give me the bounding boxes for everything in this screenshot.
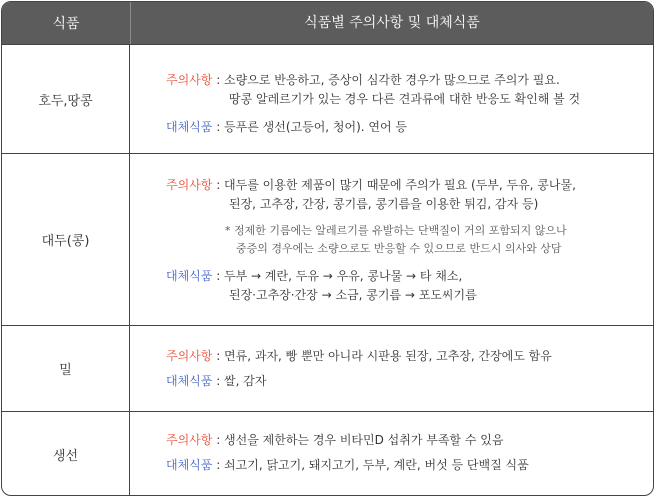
table-header	[2, 2, 653, 44]
substitute-label: 대체식품	[166, 269, 213, 283]
note-line: * 정제한 기름에는 알레르기를 유발하는 단백질이 거의 포함되지 않으나	[225, 224, 567, 237]
caution-label: 주의사항	[166, 178, 213, 192]
substitute-label: 대체식품	[166, 374, 213, 388]
food-name: 호두,땅콩	[2, 45, 130, 153]
header-food: 식품	[52, 16, 80, 32]
caution-line: 주의사항 : 생선을 제한하는 경우 비타민D 섭취가 부족할 수 있음	[166, 433, 504, 447]
table-row	[2, 44, 653, 153]
food-name: 생선	[2, 412, 130, 496]
substitute-line: 대체식품 : 등푸른 생선(고등어, 청어). 연어 등	[166, 120, 407, 134]
food-name: 밀	[2, 326, 130, 411]
table-row	[2, 325, 653, 411]
substitute-line: 대체식품 : 쌀, 감자	[166, 374, 267, 388]
substitute-line: 대체식품 : 두부 → 계란, 두유 → 우유, 콩나물 → 타 채소,	[166, 269, 463, 283]
food-name: 대두(콩)	[2, 154, 130, 325]
food-detail	[130, 45, 653, 153]
substitute-label: 대체식품	[166, 120, 213, 134]
table-row	[2, 153, 653, 325]
substitute-line: 대체식품 : 쇠고기, 닭고기, 돼지고기, 두부, 계란, 버섯 등 단백질 식품	[166, 458, 529, 472]
table-row	[2, 411, 653, 496]
caution-label: 주의사항	[166, 349, 213, 363]
food-detail	[130, 412, 653, 496]
food-detail	[130, 326, 653, 411]
note-line: 중증의 경우에는 소량으로도 반응할 수 있으므로 반드시 의사와 상담	[236, 242, 562, 255]
substitute-line: 된장·고추장·간장 → 소금, 콩기름 → 포도씨기름	[229, 288, 477, 302]
caution-label: 주의사항	[166, 433, 213, 447]
caution-line: 주의사항 : 소량으로 반응하고, 증상이 심각한 경우가 많으므로 주의가 필요.	[166, 73, 560, 87]
caution-line: 된장, 고추장, 간장, 콩기름, 콩기름을 이용한 튀김, 감자 등)	[229, 197, 539, 211]
caution-line: 주의사항 : 대두를 이용한 제품이 많기 때문에 주의가 필요 (두부, 두유, 콩나물,	[166, 178, 576, 192]
caution-line: 주의사항 : 면류, 과자, 빵 뿐만 아니라 시판용 된장, 고추장, 간장에도 함유	[166, 349, 552, 363]
substitute-label: 대체식품	[166, 458, 213, 472]
food-detail	[130, 154, 653, 325]
allergy-table	[1, 1, 654, 496]
caution-line: 땅콩 알레르기가 있는 경우 다른 견과류에 대한 반응도 확인해 볼 것	[229, 92, 581, 106]
caution-label: 주의사항	[166, 73, 213, 87]
header-detail: 식품별 주의사항 및 대체식품	[130, 2, 653, 44]
